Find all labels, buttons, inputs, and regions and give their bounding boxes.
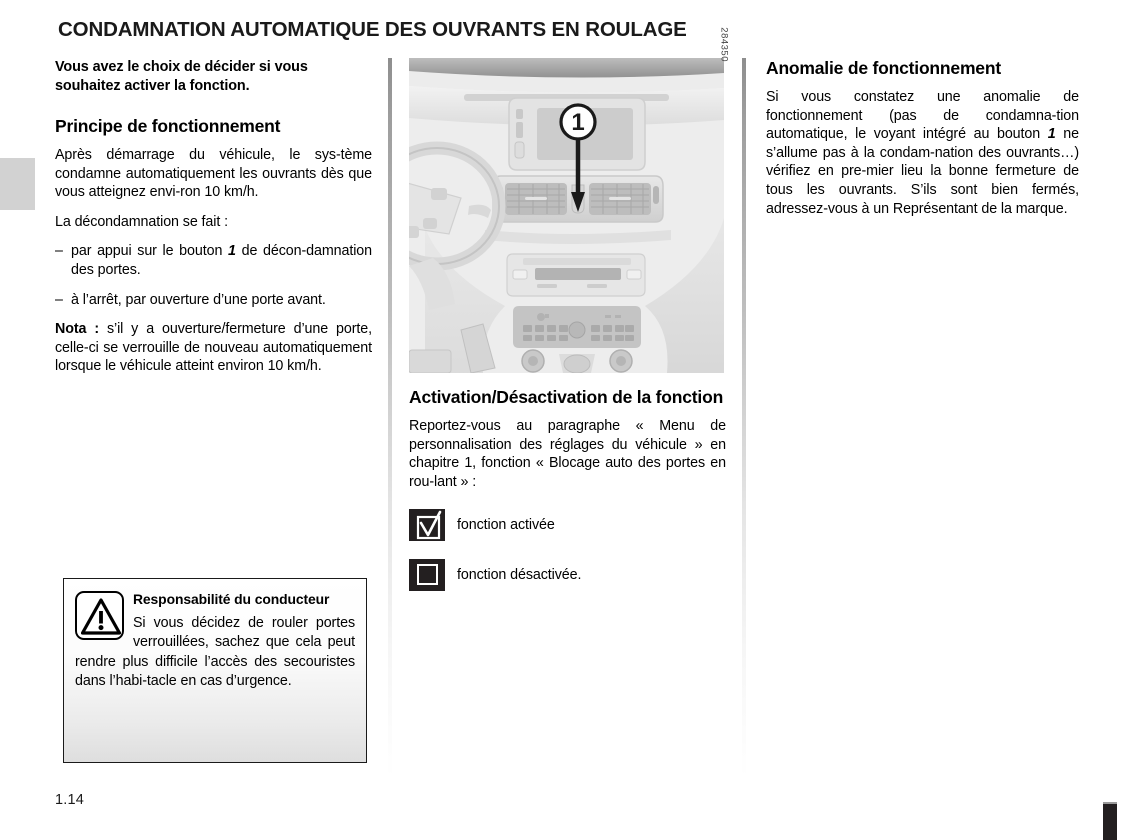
middle-column [409,27,730,591]
nota-text: s’il y a ouverture/fermeture d’une porte, celle-ci se verrouille de nouveau automatiquement lorsque le véhicule atteint environ 10 km/h. [55,321,372,375]
button-reference-emphasis: 1 [1047,126,1056,143]
left-column [55,58,372,376]
list-dash: – [55,243,63,260]
paragraph-nota [55,320,372,376]
empty-box-inner [417,564,438,585]
illustration-reference-number: 284350 [719,27,730,62]
page-title: CONDAMNATION AUTOMATIQUE DES OUVRANTS EN ROULAGE [58,18,687,41]
paragraph-anomalie-before: Si vous constatez une anomalie de fonctionnement (pas de condamna-tion automatique, le voyant intégré au bouton [766,89,1079,143]
paragraph-anomalie-after: ne s’allume pas à la condam-nation des ouvrants…) vérifiez en pre-mier lieu la bonne fermeture de tous les ouvrants. S’ils sont bien fermés, adressez-vous à un Représentant de la marque. [766,126,1079,217]
svg-text:1: 1 [571,109,585,136]
driver-responsibility-warning-box [63,578,367,763]
right-column [766,58,1079,218]
checked-box-icon [409,509,445,541]
legend-row-function-enabled [409,509,726,541]
list-item-text [71,242,372,279]
warning-triangle-icon [75,591,124,640]
page-number: 1.14 [55,792,85,808]
button-reference-emphasis: 1 [228,243,236,260]
column-divider-left [388,58,392,778]
list-item [55,242,372,279]
chapter-thumb-index-tab [0,158,35,210]
nota-label: Nota : [55,321,99,338]
empty-box-icon [409,559,445,591]
list-item-text: à l’arrêt, par ouverture d’une porte avant. [71,291,326,308]
paragraph-activation: Reportez-vous au paragraphe « Menu de personnalisation des réglages du véhicule » en chapitre 1, fonction « Blocage auto des portes en rou-lant » : [409,418,726,490]
heading-anomalie-de-fonctionnement: Anomalie de fonctionnement [766,58,1001,78]
lead-paragraph: Vous avez le choix de décider si vous souhaitez activer la fonction. [55,59,308,94]
legend-row-function-disabled [409,559,726,591]
legend-label-function-disabled: fonction désactivée. [457,567,582,584]
heading-activation-desactivation: Activation/Désactivation de la fonction [409,387,724,407]
warning-title: Responsabilité du conducteur [133,591,330,607]
paragraph-decondamnation-intro: La décondamnation se fait : [55,213,228,230]
list-item-text-after: de décon-damnation des portes. [71,243,372,278]
page-corner-marker [1103,802,1117,840]
list-dash: – [55,291,63,308]
paragraph-principe-1: Après démarrage du véhicule, le sys-tème condamne automatiquement les ouvrants dès que vous atteignez envi-ron 10 km/h. [55,147,372,201]
paragraph-anomalie [766,88,1079,218]
dashboard-illustration [409,27,730,373]
heading-principe-de-fonctionnement: Principe de fonctionnement [55,116,281,136]
list-item-text-before: par appui sur le bouton [71,243,229,260]
list-item [55,291,372,310]
legend-label-function-enabled: fonction activée [457,517,555,534]
warning-body: Si vous décidez de rouler portes verrouillées, sachez que cela peut rendre plus difficile l’accès des secouristes dans l’habi-tacle en cas d’urgence. [75,615,355,690]
column-divider-right [742,58,746,778]
